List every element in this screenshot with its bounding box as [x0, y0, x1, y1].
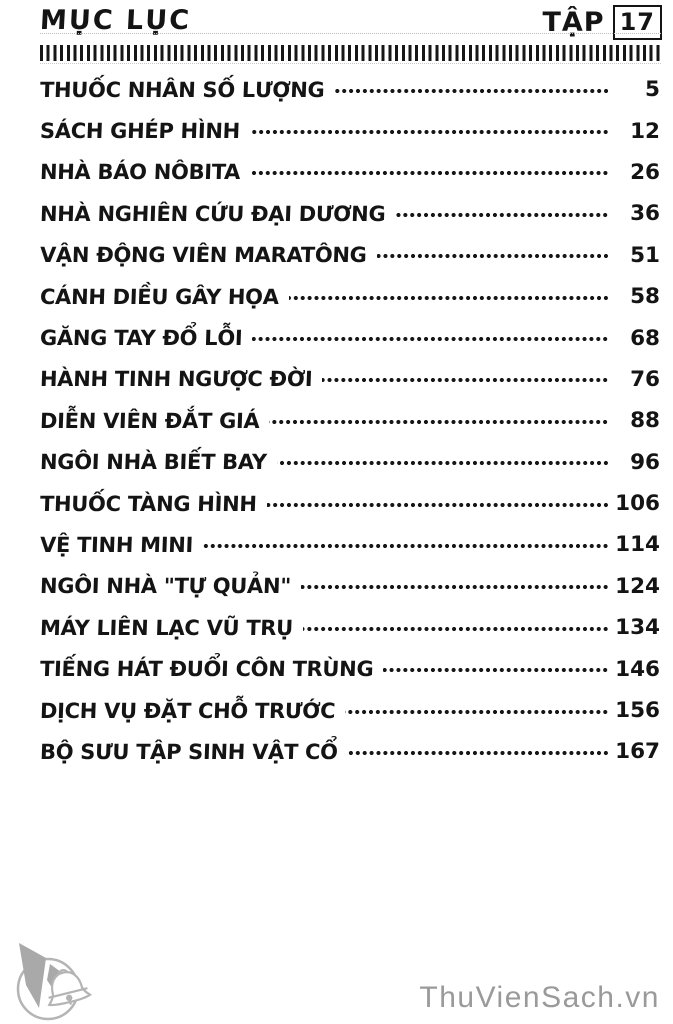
toc-entry-title: NHÀ BÁO NÔBITA — [39, 160, 241, 185]
dotted-leader — [277, 459, 609, 467]
toc-entry — [40, 566, 660, 607]
toc-entry-page: 146 — [615, 656, 660, 682]
dotted-leader — [250, 128, 609, 136]
toc-entry — [40, 442, 660, 483]
toc-entry-title: MÁY LIÊN LẠC VŨ TRỤ — [39, 615, 294, 640]
dotted-leader — [301, 583, 609, 591]
toc-entry-title: NGÔI NHÀ "TỰ QUẢN" — [39, 574, 292, 599]
toc-entry-page: 68 — [630, 325, 660, 351]
toc-entry-title: THUỐC TÀNG HÌNH — [39, 491, 258, 516]
volume-number-box: 17 — [613, 5, 662, 40]
toc-entry-title: CÁNH DIỀU GÂY HỌA — [39, 284, 280, 309]
toc-entry — [40, 317, 660, 358]
toc-entry-page: 58 — [630, 284, 660, 310]
toc-entry — [40, 193, 660, 234]
watermark-text: ThuVienSach.vn — [419, 981, 660, 1014]
toc-entry-page: 88 — [630, 408, 660, 434]
toc-entry-page: 134 — [615, 615, 660, 641]
toc-entry-page: 124 — [615, 573, 660, 599]
toc-list — [40, 69, 660, 773]
dotted-leader — [335, 87, 610, 95]
toc-entry-title: DỊCH VỤ ĐẶT CHỖ TRƯỚC — [39, 698, 336, 723]
dotted-leader — [289, 294, 609, 302]
toc-entry-page: 114 — [615, 532, 660, 558]
dotted-leader — [348, 749, 609, 757]
toc-entry-title: NHÀ NGHIÊN CỨU ĐẠI DƯƠNG — [39, 201, 386, 226]
toc-entry — [40, 110, 660, 151]
toc-entry-title: VỆ TINH MINI — [39, 532, 194, 557]
thuviensach-logo-icon — [2, 927, 112, 1024]
toc-entry-title: HÀNH TINH NGƯỢC ĐỜI — [39, 367, 313, 392]
toc-entry-page: 76 — [630, 366, 660, 392]
dotted-rule-bottom — [40, 63, 661, 64]
page-header — [40, 5, 662, 40]
toc-entry-page: 51 — [630, 242, 660, 268]
dotted-leader — [383, 666, 609, 674]
toc-entry-title: NGÔI NHÀ BIẾT BAY — [39, 450, 268, 475]
toc-entry-page: 167 — [615, 739, 660, 765]
toc-entry-page: 96 — [630, 449, 660, 475]
toc-entry-title: THUỐC NHÂN SỐ LƯỢNG — [39, 77, 325, 102]
toc-entry-page: 5 — [645, 77, 660, 103]
toc-entry-page: 12 — [630, 118, 660, 144]
toc-entry — [40, 483, 660, 524]
toc-entry-page: 106 — [615, 491, 660, 517]
dotted-leader — [322, 376, 609, 384]
page-title: MỤC LỤC — [39, 5, 192, 36]
toc-entry-title: VẬN ĐỘNG VIÊN MARATÔNG — [39, 243, 368, 268]
dotted-leader — [345, 708, 609, 716]
toc-entry — [40, 524, 660, 565]
dotted-leader — [250, 169, 609, 177]
toc-entry — [40, 648, 660, 689]
logo-sail-large — [19, 943, 46, 1008]
toc-entry-title: BỘ SƯU TẬP SINH VẬT CỔ — [39, 739, 339, 764]
dotted-leader — [377, 252, 609, 260]
volume-label: TẬP — [542, 7, 605, 38]
toc-entry-title: DIỄN VIÊN ĐẮT GIÁ — [39, 408, 260, 433]
toc-entry-page: 36 — [630, 201, 660, 227]
toc-entry-page: 26 — [630, 159, 660, 185]
toc-entry — [40, 235, 660, 276]
dotted-leader — [252, 335, 609, 343]
toc-entry — [40, 69, 660, 110]
toc-entry — [40, 359, 660, 400]
dotted-leader — [395, 211, 609, 219]
dotted-leader — [269, 418, 609, 426]
toc-entry-title: GĂNG TAY ĐỔ LỖI — [39, 326, 243, 351]
toc-entry — [40, 276, 660, 317]
toc-entry — [40, 400, 660, 441]
dotted-leader — [203, 542, 609, 550]
dotted-leader — [267, 501, 609, 509]
toc-entry — [40, 690, 660, 731]
dotted-rule-top — [40, 33, 661, 34]
volume-indicator — [542, 5, 662, 40]
toc-entry-title: SÁCH GHÉP HÌNH — [39, 119, 241, 144]
toc-entry-page: 156 — [615, 698, 660, 724]
dotted-leader — [303, 625, 609, 633]
striped-divider — [40, 45, 663, 61]
toc-entry-title: TIẾNG HÁT ĐUỔI CÔN TRÙNG — [39, 657, 374, 682]
toc-entry — [40, 607, 660, 648]
toc-entry — [40, 152, 660, 193]
toc-entry — [40, 731, 660, 772]
